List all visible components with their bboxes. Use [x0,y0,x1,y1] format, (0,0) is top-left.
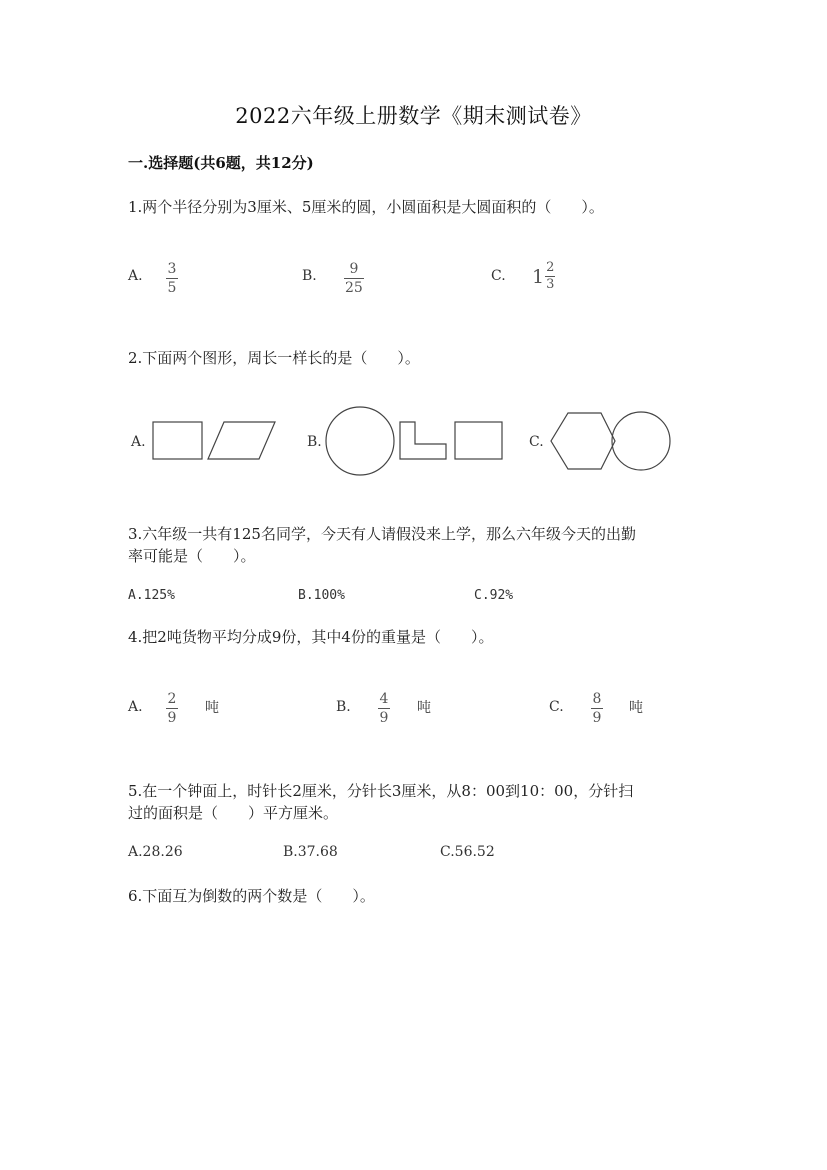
q4-option-b-unit: 吨 [417,700,431,716]
denominator: 25 [345,280,363,296]
q1-option-a-fraction [166,261,178,296]
q1-option-b-fraction [344,261,364,296]
q4-option-b-label: B. [336,699,351,715]
denominator: 9 [379,710,389,726]
rectangle-figure [455,422,502,459]
q3-option-a: A.125% [128,588,175,603]
q4-option-c-fraction [591,691,603,726]
q4-option-c-label: C. [549,699,564,715]
q4-option-b-fraction [378,691,390,726]
fraction-bar [591,708,603,709]
parallelogram-figure [208,422,275,459]
q3-option-c: C.92% [474,588,514,603]
question-5-stem-line1: 5.在一个钟面上，时针长2厘米，分针长3厘米，从8：00到10：00，分针扫 [128,782,634,800]
q2-option-c-label: C. [529,434,544,450]
question-2-stem: 2.下面两个图形，周长一样长的是（ ）。 [128,349,420,367]
denominator: 9 [592,710,602,726]
question-3-stem-line2: 率可能是（ ）。 [128,547,256,565]
q1-option-a-label: A. [128,268,143,284]
q2-option-b-label: B. [307,434,322,450]
question-5-stem-line2: 过的面积是（ ）平方厘米。 [128,804,339,822]
question-3-stem-line1: 3.六年级一共有125名同学，今天有人请假没来上学，那么六年级今天的出勤 [128,525,636,543]
numerator: 3 [167,261,177,277]
whole-part: 1 [532,265,545,288]
fraction-bar [166,708,178,709]
q1-option-c-mixed-number [532,261,555,292]
q2-figures [0,395,827,485]
l-shape-figure [400,422,446,459]
q1-option-c-label: C. [491,268,506,284]
numerator: 8 [592,691,602,707]
q4-option-a-unit: 吨 [205,700,219,716]
hexagon-figure [551,413,615,469]
q1-option-b-label: B. [302,268,317,284]
q4-option-a-fraction [166,691,178,726]
fraction-bar [344,278,364,279]
section-heading: 一.选择题(共6题，共12分) [128,154,314,172]
q5-option-b: B.37.68 [283,844,338,860]
numerator: 4 [379,691,389,707]
q5-option-c: C.56.52 [440,844,495,860]
numerator: 2 [546,260,555,275]
small-circle-figure [612,412,670,470]
q3-option-b: B.100% [298,588,345,603]
question-1-stem: 1.两个半径分别为3厘米、5厘米的圆，小圆面积是大圆面积的（ ）。 [128,198,604,216]
numerator: 2 [167,691,177,707]
fraction-bar [166,278,178,279]
q4-option-a-label: A. [128,699,143,715]
denominator: 3 [546,277,555,292]
q4-option-c-unit: 吨 [629,700,643,716]
page-title: 2022六年级上册数学《期末测试卷》 [235,104,592,128]
q5-option-a: A.28.26 [128,844,183,860]
numerator: 9 [349,261,359,277]
fraction-bar [378,708,390,709]
large-circle-figure [326,407,394,475]
denominator: 9 [167,710,177,726]
question-4-stem: 4.把2吨货物平均分成9份，其中4份的重量是（ ）。 [128,628,494,646]
square-figure [153,422,202,459]
question-6-stem: 6.下面互为倒数的两个数是（ ）。 [128,887,375,905]
q2-option-a-label: A. [131,434,146,450]
fraction-part [545,261,555,292]
denominator: 5 [167,280,177,296]
